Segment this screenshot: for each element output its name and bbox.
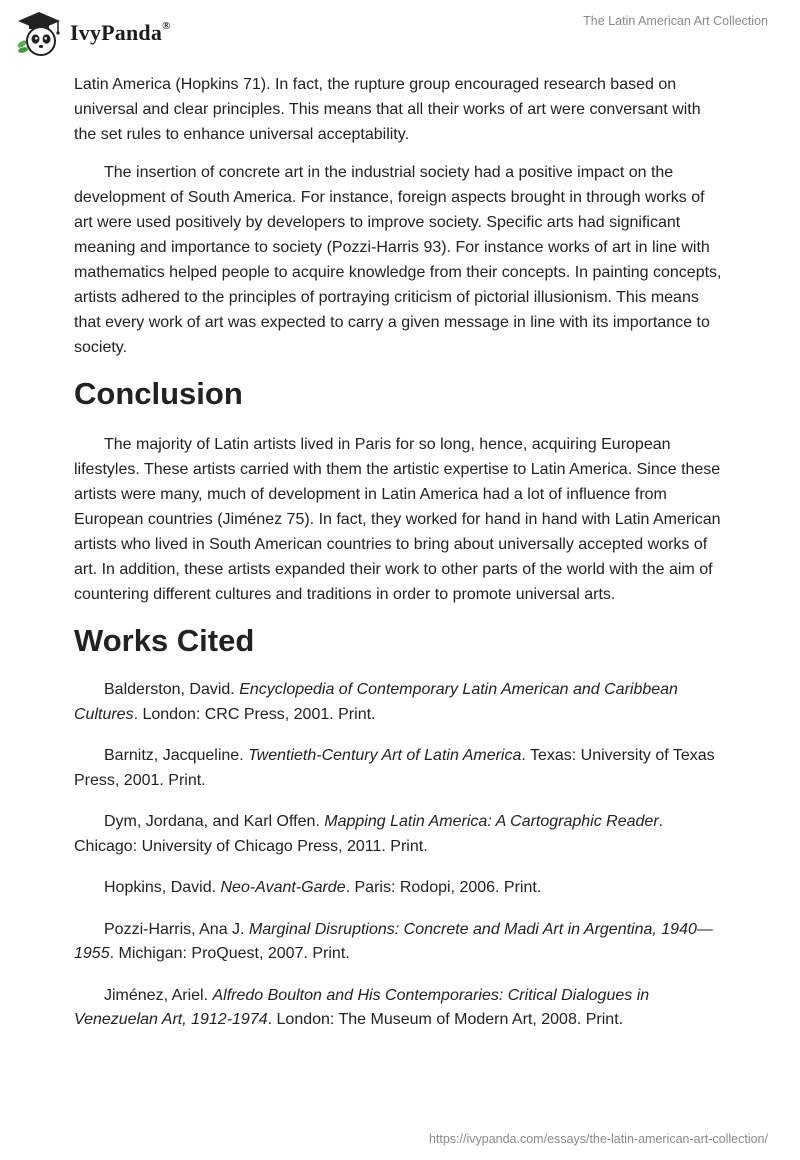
source-url-link[interactable]: https://ivypanda.com/essays/the-latin-american-art-collection/ [428,1132,768,1146]
works-cited-list [74,678,726,1033]
citation: Pozzi-Harris, Ana J. Marginal Disruptions: Concrete and Madi Art in Argentina, 1940—1955. Michigan: ProQuest, 2007. Print. [74,920,713,962]
logo[interactable] [14,8,171,58]
citation: Jiménez, Ariel. Alfredo Boulton and His Contemporaries: Critical Dialogues in Venezuelan Art, 1912-1974. London: The Museum of Modern Art, 2008. Print. [74,986,650,1028]
paragraph: The majority of Latin artists lived in Paris for so long, hence, acquiring European lifestyles. These artists carried with them the artistic expertise to Latin America. Since these artists were many, much of development in Latin America had a lot of influence from European countries (Jiménez 75). In fact, they worked for hand in hand with Latin American artists who lived in South American countries to bring about universally accepted works of art. In addition, these artists expanded their work to other parts of the world with the aim of countering different cultures and traditions in order to promote universal arts. [74,436,721,603]
paragraph: The insertion of concrete art in the industrial society had a positive impact on the development of South America. For instance, foreign aspects brought in through works of art were used positively by developers to improve society. Specific arts had significant meaning and importance to society (Pozzi-Harris 93). For instance works of art in line with mathematics helped people to acquire knowledge from their concepts. In painting concepts, artists adhered to the principles of portraying criticism of pictorial illusionism. This means that every work of art was expected to carry a given message in line with its importance to society. [74,164,722,356]
document-title: The Latin American Art Collection [583,14,768,28]
works-cited-heading: Works Cited [74,623,255,658]
conclusion-heading: Conclusion [74,376,243,411]
page-header [0,0,800,64]
brand-name: IvyPanda® [70,19,171,45]
paragraph: Latin America (Hopkins 71). In fact, the rupture group encouraged research based on universal and clear principles. This means that all their works of art were conversant with the set rules to enhance universal acceptability. [74,76,701,143]
citation: Balderston, David. Encyclopedia of Contemporary Latin American and Caribbean Cultures. London: CRC Press, 2001. Print. [74,681,678,723]
citation: Dym, Jordana, and Karl Offen. Mapping Latin America: A Cartographic Reader. Chicago: University of Chicago Press, 2011. Print. [74,813,664,855]
citation: Hopkins, David. Neo-Avant-Garde. Paris: Rodopi, 2006. Print. [104,879,542,896]
essay-body [74,72,726,1050]
panda-logo-icon [14,8,64,58]
citation: Barnitz, Jacqueline. Twentieth-Century Art of Latin America. Texas: University of Texas Press, 2001. Print. [74,747,715,789]
